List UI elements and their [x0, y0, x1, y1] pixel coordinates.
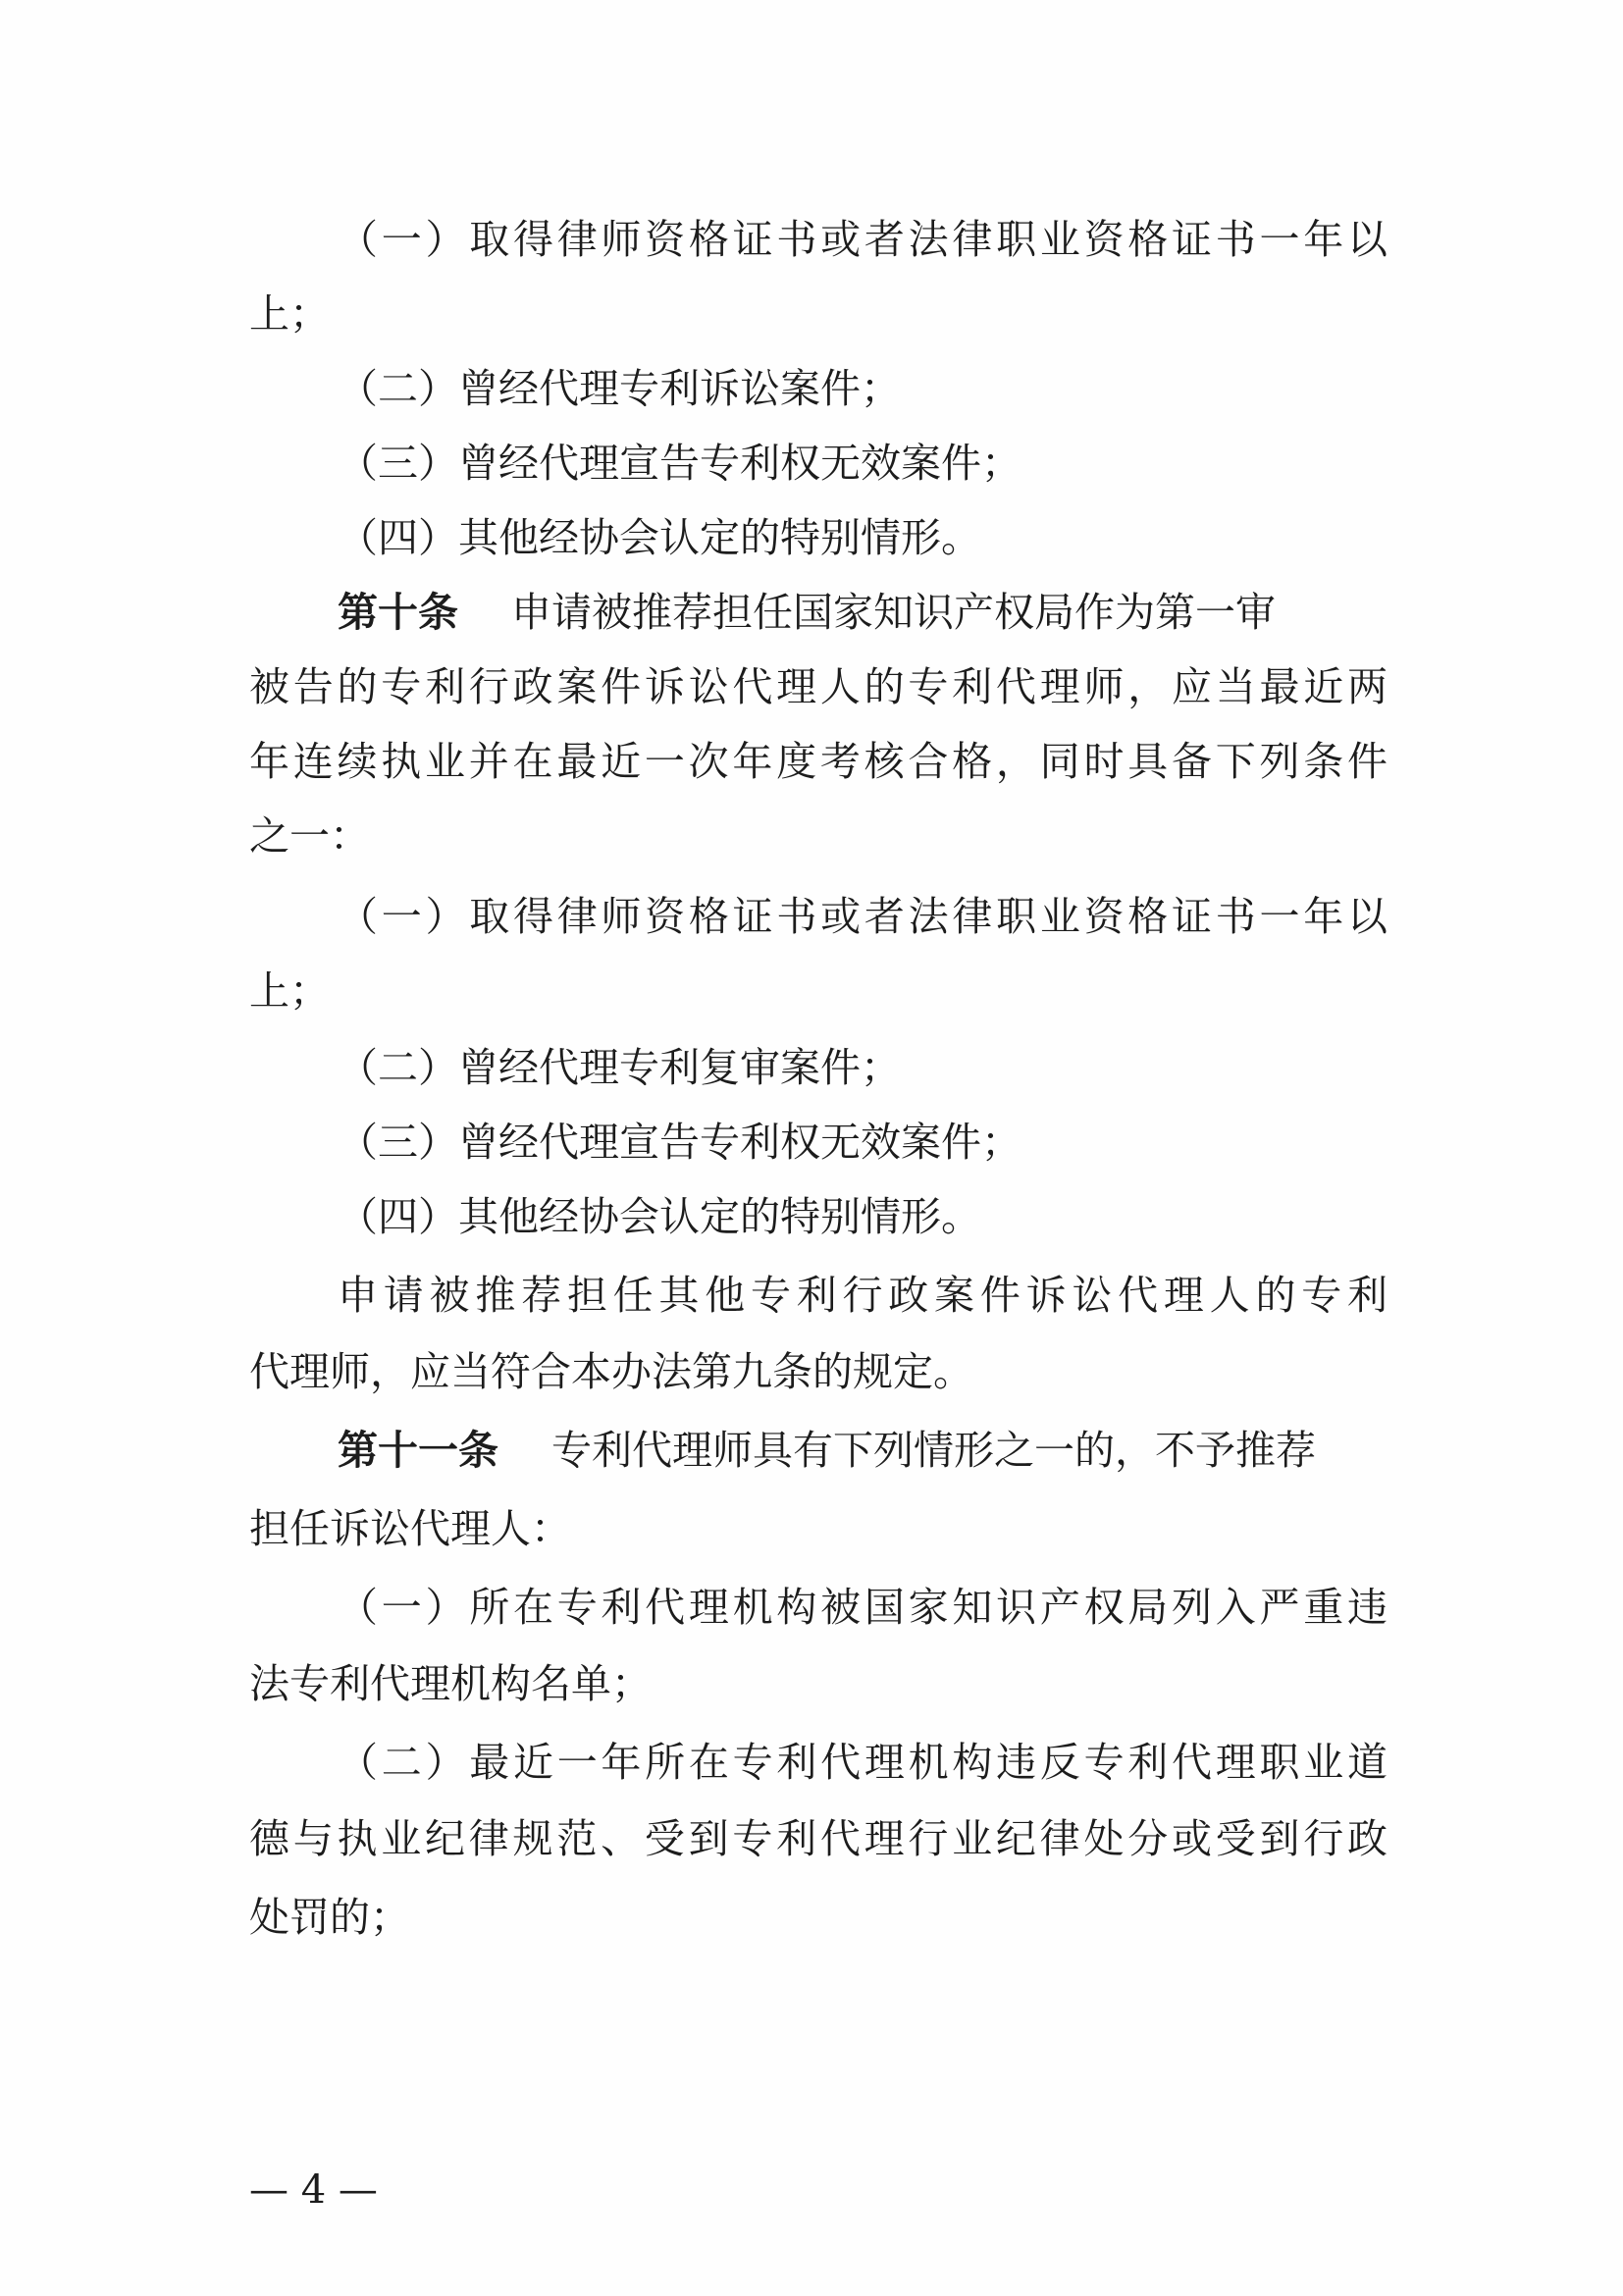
article-10-para-2-line-2: 代理师，应当符合本办法第九条的规定。 — [249, 1348, 973, 1395]
article-11-text-line-1: 专利代理师具有下列情形之一的，不予推荐 — [551, 1427, 1316, 1474]
article-10-line-2: 被告的专利行政案件诉讼代理人的专利代理师，应当最近两 — [249, 663, 1387, 710]
article-10-item-3: （三）曾经代理宣告专利权无效案件； — [338, 1119, 1021, 1166]
article-11-item-2-line-2: 德与执业纪律规范、受到专利代理行业纪律处分或受到行政 — [249, 1815, 1387, 1862]
article-11-item-1-line-2: 法专利代理机构名单； — [249, 1660, 652, 1707]
page-number: — 4 — — [249, 2167, 378, 2213]
article-11-line-1 — [338, 1421, 1387, 1480]
article-10-heading: 第十条 — [338, 589, 458, 636]
clause-9-item-4: （四）其他经协会认定的特别情形。 — [338, 514, 981, 561]
article-10-line-3: 年连续执业并在最近一次年度考核合格，同时具备下列条件 — [249, 738, 1387, 785]
article-10-para-2-line-1: 申请被推荐担任其他专利行政案件诉讼代理人的专利 — [338, 1272, 1387, 1319]
article-10-line-4: 之一： — [249, 812, 370, 860]
article-11-item-2-line-1: （二）最近一年所在专利代理机构违反专利代理职业道 — [338, 1739, 1387, 1786]
clause-9-item-2: （二）曾经代理专利诉讼案件； — [338, 365, 901, 412]
article-11-heading: 第十一条 — [338, 1427, 498, 1474]
article-11-line-2: 担任诉讼代理人： — [249, 1505, 571, 1552]
article-11-item-1-line-1: （一）所在专利代理机构被国家知识产权局列入严重违 — [338, 1584, 1387, 1631]
clause-9-item-1-line-2: 上； — [249, 290, 330, 338]
article-10-text-line-1: 申请被推荐担任国家知识产权局作为第一审 — [511, 589, 1276, 636]
article-10-item-2: （二）曾经代理专利复审案件； — [338, 1044, 901, 1091]
article-10-line-1 — [338, 583, 1387, 642]
article-11-item-2-line-3: 处罚的； — [249, 1894, 410, 1941]
article-10-item-4: （四）其他经协会认定的特别情形。 — [338, 1193, 981, 1240]
article-10-item-1-line-1: （一）取得律师资格证书或者法律职业资格证书一年以 — [338, 893, 1387, 940]
clause-9-item-3: （三）曾经代理宣告专利权无效案件； — [338, 440, 1021, 487]
clause-9-item-1-line-1: （一）取得律师资格证书或者法律职业资格证书一年以 — [338, 216, 1387, 263]
article-10-item-1-line-2: 上； — [249, 967, 330, 1015]
